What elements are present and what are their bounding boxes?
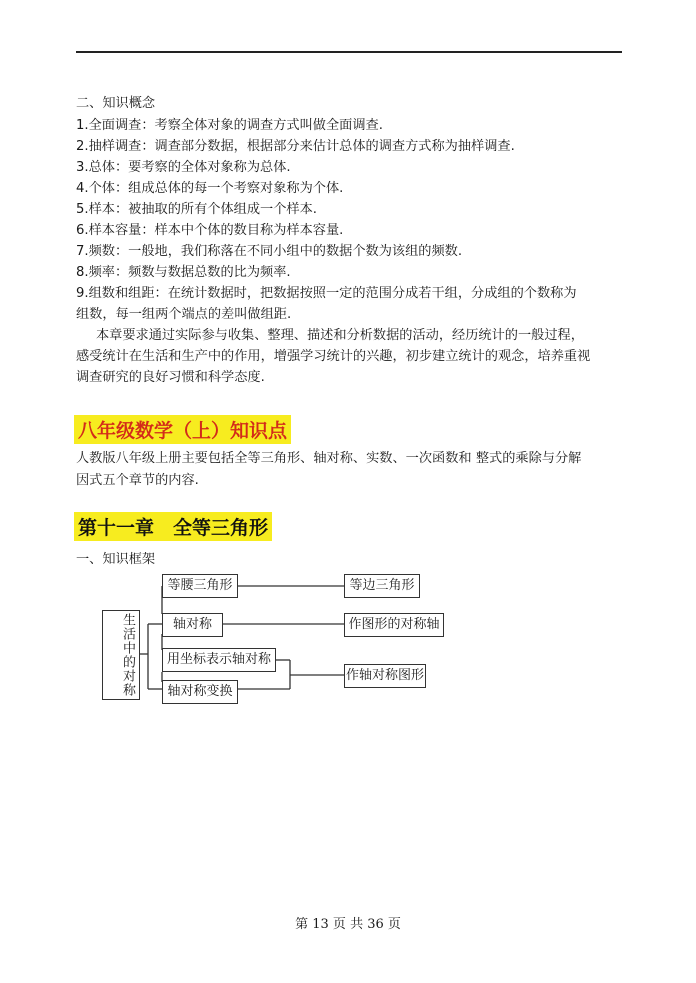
paragraph-line: 本章要求通过实际参与收集、整理、描述和分析数据的活动，经历统计的一般过程， — [96, 328, 584, 343]
axis-symmetry-transform-box: 轴对称变换 — [162, 680, 238, 704]
concept-line: 4.个体：组成总体的每一个考察对象称为个体. — [76, 181, 344, 196]
concept-line: 8.频率：频数与数据总数的比为频率. — [76, 265, 291, 280]
draw-symmetric-figure-box: 作轴对称图形 — [344, 664, 426, 688]
concept-line: 5.样本：被抽取的所有个体组成一个样本. — [76, 202, 317, 217]
concept-line: 1.全面调查：考察全体对象的调查方式叫做全面调查. — [76, 118, 383, 133]
grade-heading: 八年级数学（上）知识点 — [74, 415, 291, 444]
page-footer: 第 13 页 共 36 页 — [295, 917, 401, 932]
grade-intro-line: 因式五个章节的内容. — [76, 473, 199, 488]
section-title: 二、知识概念 — [76, 96, 156, 111]
header-rule — [76, 51, 622, 53]
equilateral-triangle-box: 等边三角形 — [344, 574, 420, 598]
paragraph-line: 调查研究的良好习惯和科学态度. — [76, 370, 265, 385]
root-box: 生活中的对称 — [102, 610, 140, 700]
paragraph-line: 感受统计在生活和生产中的作用，增强学习统计的兴趣，初步建立统计的观念，培养重视 — [76, 349, 591, 364]
concept-line: 9.组数和组距：在统计数据时，把数据按照一定的范围分成若干组，分成组的个数称为 — [76, 286, 577, 301]
axis-symmetry-box: 轴对称 — [162, 613, 223, 637]
concept-line: 组数，每一组两个端点的差叫做组距. — [76, 307, 292, 322]
coordinate-axis-symmetry-box: 用坐标表示轴对称 — [162, 648, 276, 672]
concept-line: 2.抽样调查：调查部分数据，根据部分来估计总体的调查方式称为抽样调查. — [76, 139, 515, 154]
chapter-heading: 第十一章 全等三角形 — [74, 512, 272, 541]
grade-intro-line: 人教版八年级上册主要包括全等三角形、轴对称、实数、一次函数和 整式的乘除与分解 — [76, 451, 582, 466]
framework-title: 一、知识框架 — [76, 552, 156, 567]
concept-line: 6.样本容量：样本中个体的数目称为样本容量. — [76, 223, 344, 238]
isosceles-triangle-box: 等腰三角形 — [162, 574, 238, 598]
concept-line: 7.频数：一般地，我们称落在不同小组中的数据个数为该组的频数. — [76, 244, 463, 259]
concept-line: 3.总体：要考察的全体对象称为总体. — [76, 160, 291, 175]
draw-symmetry-axis-box: 作图形的对称轴 — [344, 613, 444, 637]
